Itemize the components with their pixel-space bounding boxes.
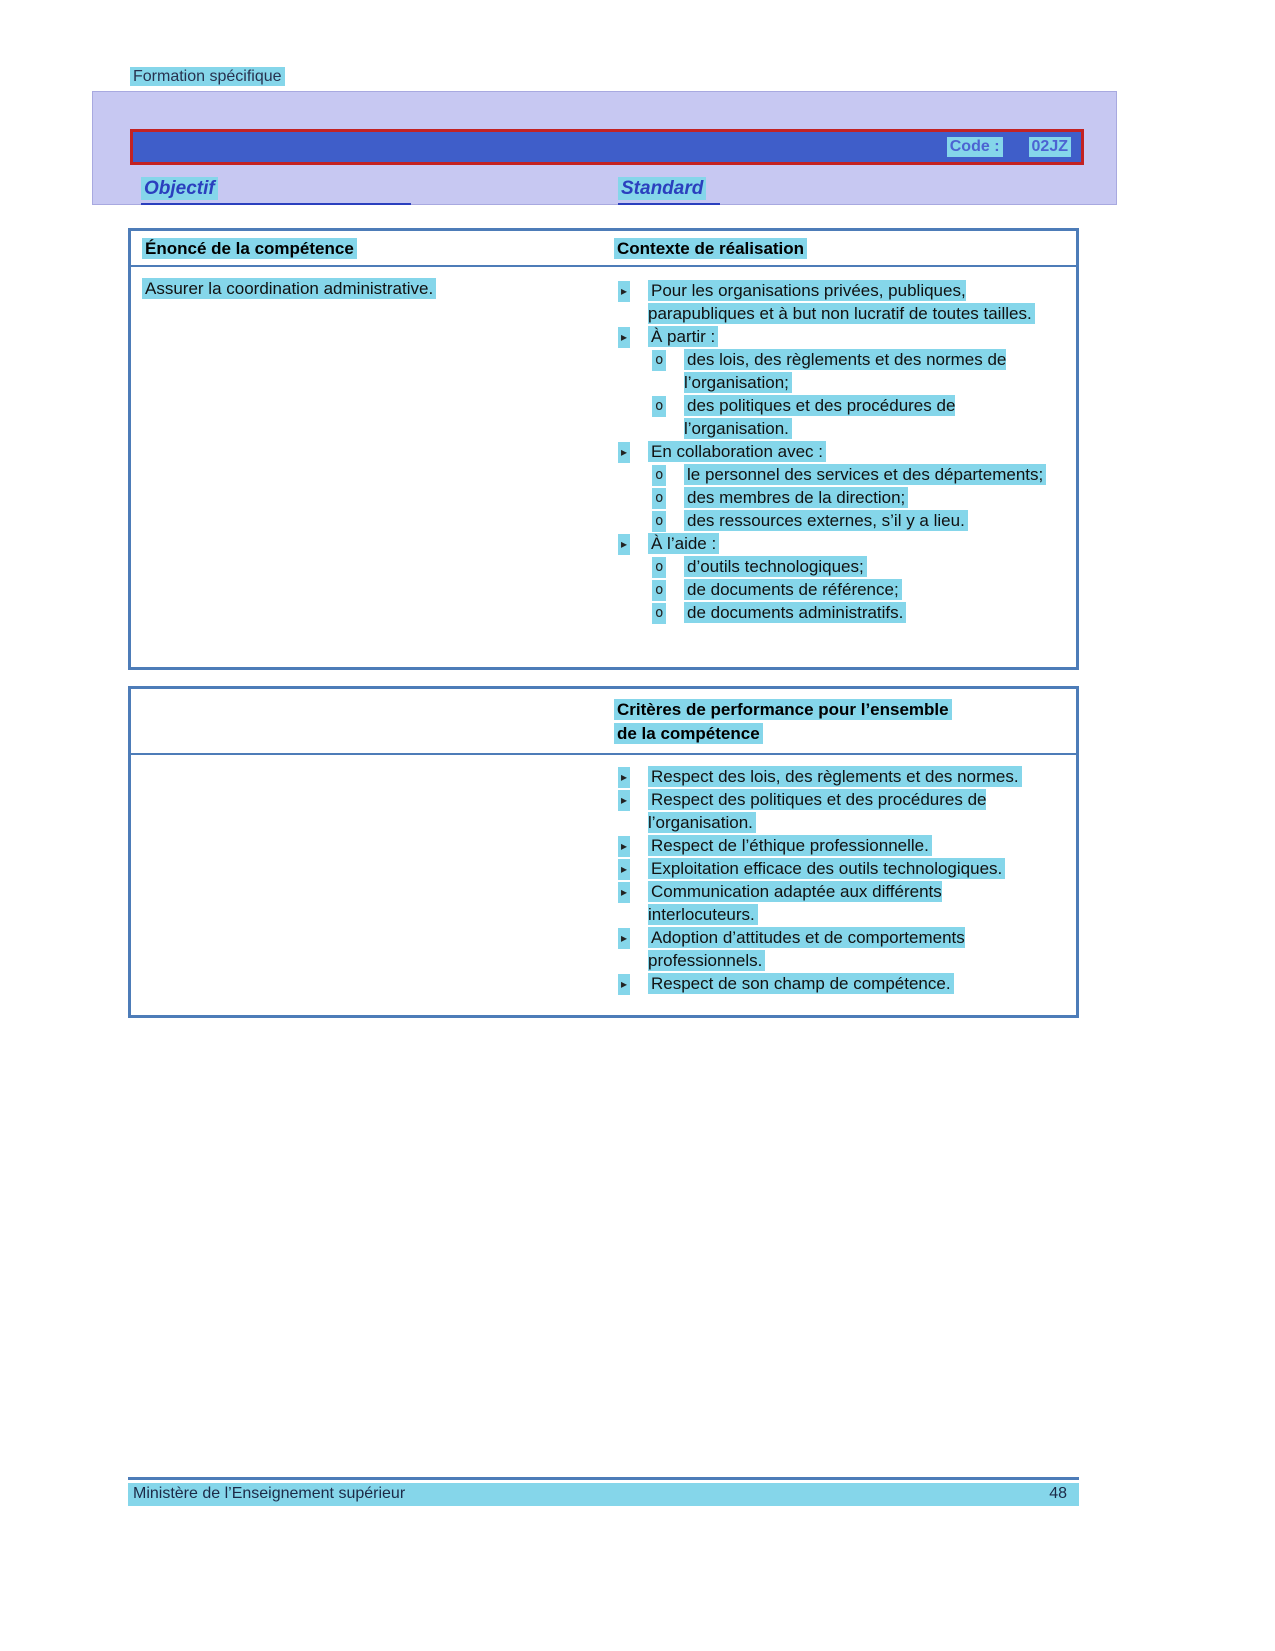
list-item-text: Respect des politiques et des procédures de l’organisation. <box>648 790 987 832</box>
list-item <box>614 394 1050 440</box>
competence-table-header-row <box>131 231 1076 267</box>
bullet-icon: ▸ <box>618 859 630 880</box>
objectif-column-heading <box>141 178 411 205</box>
list-item <box>614 279 1050 325</box>
list-item <box>614 555 1050 578</box>
competence-table <box>128 228 1079 670</box>
bullet-icon: ▸ <box>618 928 630 949</box>
sub-bullet-icon: o <box>652 511 666 532</box>
list-item <box>614 972 1050 995</box>
list-item <box>614 765 1050 788</box>
criteria-table-header-row <box>131 689 1076 755</box>
objectif-label: Objectif <box>141 177 218 200</box>
footer-ministry-text: Ministère de l’Enseignement supérieur <box>133 1485 406 1502</box>
competence-table-body-row <box>131 267 1076 624</box>
list-item-text: des membres de la direction; <box>684 487 908 508</box>
criteria-table <box>128 686 1079 1018</box>
list-item <box>614 463 1050 486</box>
list-item <box>614 532 1050 555</box>
competence-statement: Assurer la coordination administrative. <box>142 278 436 299</box>
list-item-text: Respect des lois, des règlements et des normes. <box>648 766 1022 787</box>
bullet-icon: ▸ <box>618 974 630 995</box>
sub-bullet-icon: o <box>652 603 666 624</box>
list-item <box>614 440 1050 463</box>
list-item-text: Respect de son champ de compétence. <box>648 973 954 994</box>
list-item-text: Respect de l’éthique professionnelle. <box>648 835 932 856</box>
section-label-text: Formation spécifique <box>130 67 285 86</box>
list-item-text: Communication adaptée aux différents interlocuteurs. <box>648 882 942 924</box>
bullet-icon: ▸ <box>618 790 630 811</box>
list-item-text: des politiques et des procédures de l’organisation. <box>684 396 956 438</box>
criteria-list <box>609 765 1076 995</box>
standard-label: Standard <box>618 177 706 200</box>
sub-bullet-icon: o <box>652 557 666 578</box>
contexte-header-cell <box>609 239 1076 259</box>
list-item-text: Pour les organisations privées, publiques, parapubliques et à but non lucratif de toutes tailles. <box>648 280 1035 324</box>
list-item <box>614 880 1050 926</box>
list-item-text: En collaboration avec : <box>648 441 826 462</box>
bullet-icon: ▸ <box>618 442 630 463</box>
standard-column-heading <box>618 178 720 205</box>
list-item-text: des lois, des règlements et des normes de l’organisation; <box>684 350 1007 392</box>
criteria-header-line2-row <box>614 722 1050 746</box>
list-item-text: Adoption d’attitudes et de comportements professionnels. <box>648 928 965 970</box>
code-label: Code : <box>947 137 1003 157</box>
sub-bullet-icon: o <box>652 396 666 417</box>
footer-bar <box>128 1483 1079 1506</box>
list-item <box>614 788 1050 834</box>
criteria-header-line2: de la compétence <box>614 723 763 744</box>
criteria-body-empty-cell <box>131 765 609 995</box>
sub-bullet-icon: o <box>652 488 666 509</box>
contexte-header-text: Contexte de réalisation <box>614 238 807 259</box>
competence-statement-cell <box>131 279 609 624</box>
footer-page-number: 48 <box>1049 1485 1067 1502</box>
list-item-text: À l’aide : <box>648 533 719 554</box>
list-item-text: le personnel des services et des départements; <box>684 464 1046 485</box>
list-item-text: des ressources externes, s’il y a lieu. <box>684 510 968 531</box>
bullet-icon: ▸ <box>618 882 630 903</box>
list-item <box>614 857 1050 880</box>
page-footer <box>128 1477 1079 1506</box>
criteria-header-cell <box>609 698 1076 746</box>
sub-bullet-icon: o <box>652 350 666 371</box>
list-item <box>614 601 1050 624</box>
bullet-icon: ▸ <box>618 327 630 348</box>
list-item <box>614 926 1050 972</box>
list-item <box>614 578 1050 601</box>
bullet-icon: ▸ <box>618 534 630 555</box>
criteria-header-line1: Critères de performance pour l’ensemble <box>614 699 952 720</box>
competence-title-bar <box>130 129 1084 165</box>
sub-bullet-icon: o <box>652 465 666 486</box>
list-item-text: de documents de référence; <box>684 579 902 600</box>
list-item-text: Exploitation efficace des outils technologiques. <box>648 858 1005 879</box>
list-item <box>614 509 1050 532</box>
list-item <box>614 834 1050 857</box>
sub-bullet-icon: o <box>652 580 666 601</box>
title-banner <box>92 91 1117 205</box>
list-item <box>614 325 1050 348</box>
list-item-text: d’outils technologiques; <box>684 556 867 577</box>
list-item <box>614 486 1050 509</box>
context-list <box>609 279 1076 624</box>
bullet-icon: ▸ <box>618 836 630 857</box>
criteria-header-line1-row <box>614 698 1050 722</box>
enonce-header-text: Énoncé de la compétence <box>142 238 357 259</box>
list-item-text: À partir : <box>648 326 718 347</box>
criteria-header-empty-cell <box>131 698 609 746</box>
bullet-icon: ▸ <box>618 281 630 302</box>
code-value: 02JZ <box>1029 137 1071 157</box>
list-item <box>614 348 1050 394</box>
enonce-header-cell <box>131 239 609 259</box>
section-label <box>130 68 285 86</box>
criteria-table-body-row <box>131 755 1076 995</box>
bullet-icon: ▸ <box>618 767 630 788</box>
list-item-text: de documents administratifs. <box>684 602 906 623</box>
